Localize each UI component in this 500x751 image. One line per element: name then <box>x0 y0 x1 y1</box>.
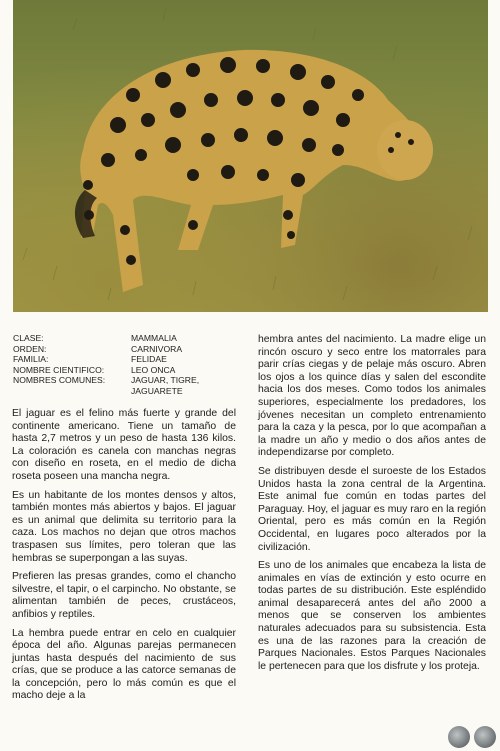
paragraph: Es uno de los animales que encabeza la lista de animales en vías de extinción y esto ocurre en todas partes de su distribución. Este espléndido animal desaparecerá antes del año 2000 a menos que se conserven los ambientes naturales adecuados para su subsistencia. Esta es una de las razones para la creación de Parques Nacionales. Estos Parques Nacionales le pertenecen para que los disfrute y los proteja. <box>258 560 486 672</box>
right-column <box>258 334 486 679</box>
paragraph: Es un habitante de los montes densos y altos, también montes más abiertos y bajos. El jaguar es un animal que delimita su territorio para la caza. Los machos no dejan que otros machos traspasen sus límites, pero toleran que las hembras se superpongan a las suyas. <box>12 489 236 564</box>
paragraph: Se distribuyen desde el suroeste de los Estados Unidos hasta la zona central de la Argentina. Este animal fue común en todas partes del Paraguay. Hoy, el jaguar es muy raro en la región Oriental, pero es más común en la Región Occidental, en lugares poco alterados por la civilización. <box>258 465 486 553</box>
taxonomy-row <box>13 354 241 365</box>
taxonomy-value: CARNIVORA <box>131 343 183 354</box>
left-column <box>12 408 236 709</box>
taxonomy-label: FAMILIA: <box>13 354 49 365</box>
taxonomy-table <box>13 333 241 397</box>
taxonomy-value: LEO ONCA <box>131 364 176 375</box>
taxonomy-label: ORDEN: <box>13 343 47 354</box>
taxonomy-row <box>13 375 241 396</box>
taxonomy-row <box>13 365 241 376</box>
paragraph: El jaguar es el felino más fuerte y grande del continente americano. Tiene un tamaño de hasta 2,7 metros y un peso de hasta 136 kilos. La coloración es canela con manchas negras con diseño en roseta, en el medio de dicha roseta poseen una mancha negra. <box>12 408 236 482</box>
corner-decoration <box>448 726 496 748</box>
taxonomy-label: NOMBRES COMUNES: <box>13 375 106 386</box>
jaguar-photo <box>13 0 488 312</box>
circle-icon <box>474 726 496 748</box>
paragraph: La hembra puede entrar en celo en cualquier época del año. Algunas parejas permanecen juntas hasta después del nacimiento de sus crías, que se produce a las catorce semanas de la concepción, pero lo más común es que el macho deje a la <box>12 627 236 702</box>
taxonomy-row <box>13 333 241 344</box>
taxonomy-value: FELIDAE <box>131 354 167 365</box>
taxonomy-value: JAGUAR, TIGRE, JAGUARETE <box>131 375 200 396</box>
jaguar-illustration <box>13 0 488 312</box>
paragraph: Prefieren las presas grandes, como el chancho silvestre, el tapir, o el carpincho. No obstante, se alimentan también de peces, crustáceos, anfibios y reptiles. <box>12 571 236 620</box>
taxonomy-row <box>13 344 241 355</box>
circle-icon <box>448 726 470 748</box>
taxonomy-label: NOMBRE CIENTIFICO: <box>13 364 105 375</box>
taxonomy-value: MAMMALIA <box>131 333 177 343</box>
taxonomy-label: CLASE: <box>13 333 44 343</box>
paragraph: hembra antes del nacimiento. La madre elige un rincón oscuro y seco entre los matorrales para parir crías ciegas y de pelaje más oscuro. Abren los ojos a los quince días y salen del escondite hacia los dos meses. Como todos los animales superiores, especialmente los predadores, los jóvenes necesitan un completo entrenamiento para la caza y la pesca, por lo que acompañan a la madre un año y medio o dos años antes de independizarse por completo. <box>258 334 486 459</box>
